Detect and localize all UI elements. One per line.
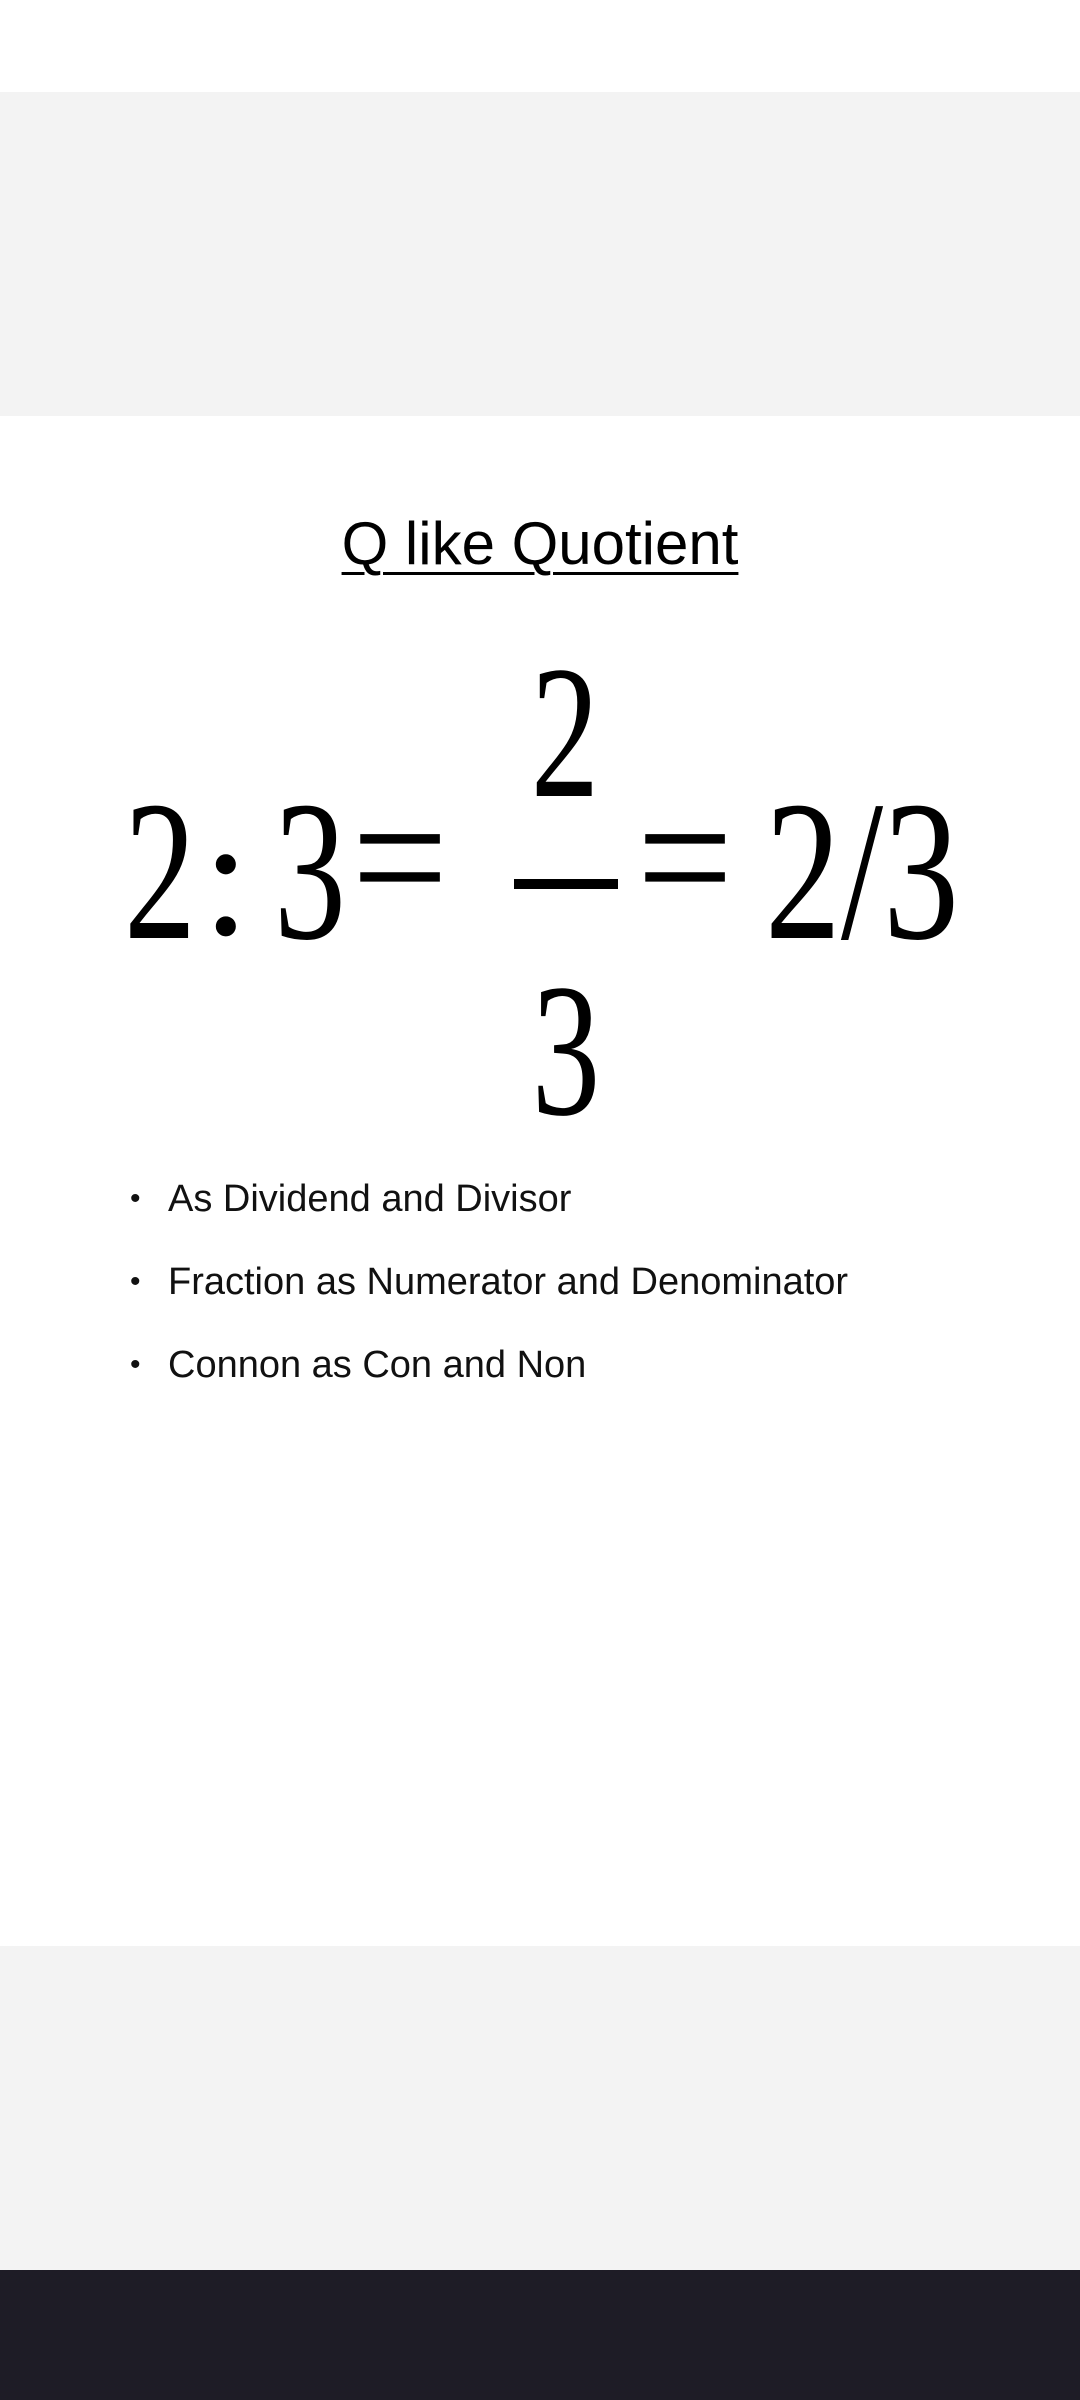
bullet-item: [130, 1259, 1030, 1305]
status-bar-area: [0, 0, 1080, 92]
ratio-right-digit: 3: [274, 760, 346, 982]
ratio-left-digit: 2: [124, 760, 196, 982]
bullet-marker: •: [130, 1182, 141, 1215]
ratio-colon: :: [202, 783, 250, 971]
navigation-bar[interactable]: [0, 2270, 1080, 2400]
equals-sign-2: =: [636, 752, 734, 964]
slash-fraction: 2/3: [764, 761, 960, 982]
slide-title: Q like Quotient: [341, 510, 739, 577]
bullet-text: Connon as Con and Non: [168, 1344, 587, 1386]
bullet-text: As Dividend and Divisor: [168, 1178, 572, 1220]
fraction-denominator: 3: [531, 944, 601, 1156]
bullet-marker: •: [130, 1265, 141, 1298]
equals-sign-1: =: [351, 752, 449, 964]
fraction-numerator: 2: [530, 626, 600, 838]
bullet-list: [130, 1176, 1030, 1425]
bottom-letterbox-band: [0, 1946, 1080, 2270]
bullet-item: [130, 1176, 1030, 1222]
fraction-bar: [514, 879, 618, 889]
bullet-item: [130, 1342, 1030, 1388]
slide: [0, 416, 1080, 1946]
bullet-marker: •: [130, 1348, 141, 1381]
bullet-text: Fraction as Numerator and Denominator: [168, 1261, 849, 1303]
top-letterbox-band: [0, 92, 1080, 416]
